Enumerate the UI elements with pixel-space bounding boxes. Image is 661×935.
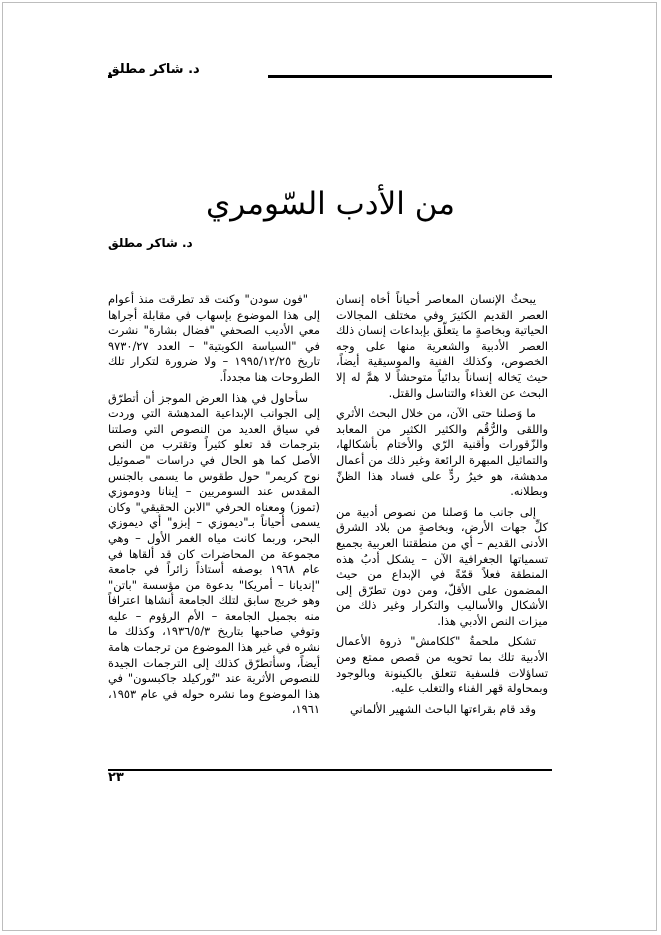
paragraph: سأحاول في هذا العرض الموجز أن أتطرّق إلى الجوانب الإبداعية المدهشة التي وردت في سياق العديد من النصوص التي وصلتنا بترجمات قد تعلو كثيراً وتقترب من النص الأصل كما هو الحال في دراسات "صموئيل نوح كريمر" حول طقوس ما يسمى بالجنس المقدس عند السومريين – إينانا ودوموزي (تموز) ومعناه الحرفي "الابن الحقيقي" وكان يسمى أحياناً بـ"ديموزي – إبزو" أي ديموزي البحر، وربما كانت مياه الغمر الأول – وهي مجموعة من المحاضرات كان قد ألقاها في عام ١٩٦٨ بوصفه أستاذاً زائراً في جامعة "إنديانا – أمريكا" بدعوة من مؤسسة "باتن" وهو خريج سابق لتلك الجامعة أنشاها اعترافاً منه بجميل الجامعة – الأم الرؤوم – عليه وتوفي صاحبها بتاريخ ١٩٣٦/٥/٣، وكذلك ما نشره في غير هذا الموضوع من ترجمات هامة أيضاً، وسأتطرّق كذلك إلى الترجمات الجيدة للنصوص الأثرية عند "تُوركيلد جاكبسون" في هذا الموضوع وما نشره حوله في عام ١٩٥٣، ١٩٦١، xyxy=(108,390,320,717)
paragraph: وقد قام بقراءتها الباحث الشهير الألماني xyxy=(349,701,536,716)
page-number: ٢٣ xyxy=(108,770,124,785)
paragraph: يبحثُ الإنسان المعاصر أحياناً أخاه إنسان العصر القديم الكثيرَ وفي مختلف المجالات الحياتية وبخاصةٍ ما يتعلّق بإبداعات إنسان ذلك العصر الأدبية والشعرية منها على وجه الخصوص، وكذلك الفنية والموسيقية أيضاً، حيث يَخاله إنساناً بدائياً متوحشاً لا همَّ له إلا البحث عن الغذاء والتناسل والقتل. xyxy=(336,292,548,400)
footer-rule xyxy=(108,769,552,771)
left-column xyxy=(108,292,320,723)
article-author: د. شاكر مطلق xyxy=(108,236,193,250)
page-frame xyxy=(2,2,657,931)
paragraph: "فون سودن" وكنت قد تطرقت منذ أعوام إلى هذا الموضوع بإسهاب في مقابلة أجراها معي الأديب الصحفي "فضال بشارة" نشرت في "السياسة الكويتية" – العدد ٩٧٣٠/٢٧ تاريخ ١٩٩٥/١٢/٢٥ – ولا ضرورة لتكرار تلك الطروحات هنا مجدداً. xyxy=(108,292,320,384)
paragraph: إلى جانب ما وَصلنا من نصوص أدبية من كلِّ جهات الأرض، وبخاصةٍ من بلاد الشرق الأدنى القديم – أي من منطقتنا العربية بجميع تسمياتها الجغرافية الآن – يشكل أدبُ هذه المنطقة فعلاً قمّةً في الإبداع من حيث المضمون على الأقلّ، ومن دون تطرّق إلى الأشكال والأساليب والتكرار وغير ذلك من ميزات النص الأدبي هذا. xyxy=(336,504,548,628)
right-column xyxy=(336,292,548,722)
running-header-author: د. شاكر مطلق xyxy=(108,62,200,77)
header-rule xyxy=(268,75,552,78)
paragraph: تشكل ملحمةُ "كلكامش" ذروة الأعمال الأدبية تلك بما تحويه من قصص ممتع ومن تساؤلات فلسفية تتعلق بالكينونة وبالوجود وبمحاولة قهر الفناء والتغلب عليه. xyxy=(336,634,548,696)
article-title: من الأدب السّومري xyxy=(206,185,455,222)
paragraph: ما وَصلنا حتى الآن، من خلال البحث الأثري واللقى والرُّقُم والكثير الكثير من المعابد والزّقورات وأقنية الرّي والأختام بأشكالها، والتماثيل المبهرة الرائعة وغير ذلك من أعمال مدهشة، هو خيرُ ردٍّ على فساد هذا الظنِّ وبطلانه. xyxy=(336,406,548,499)
